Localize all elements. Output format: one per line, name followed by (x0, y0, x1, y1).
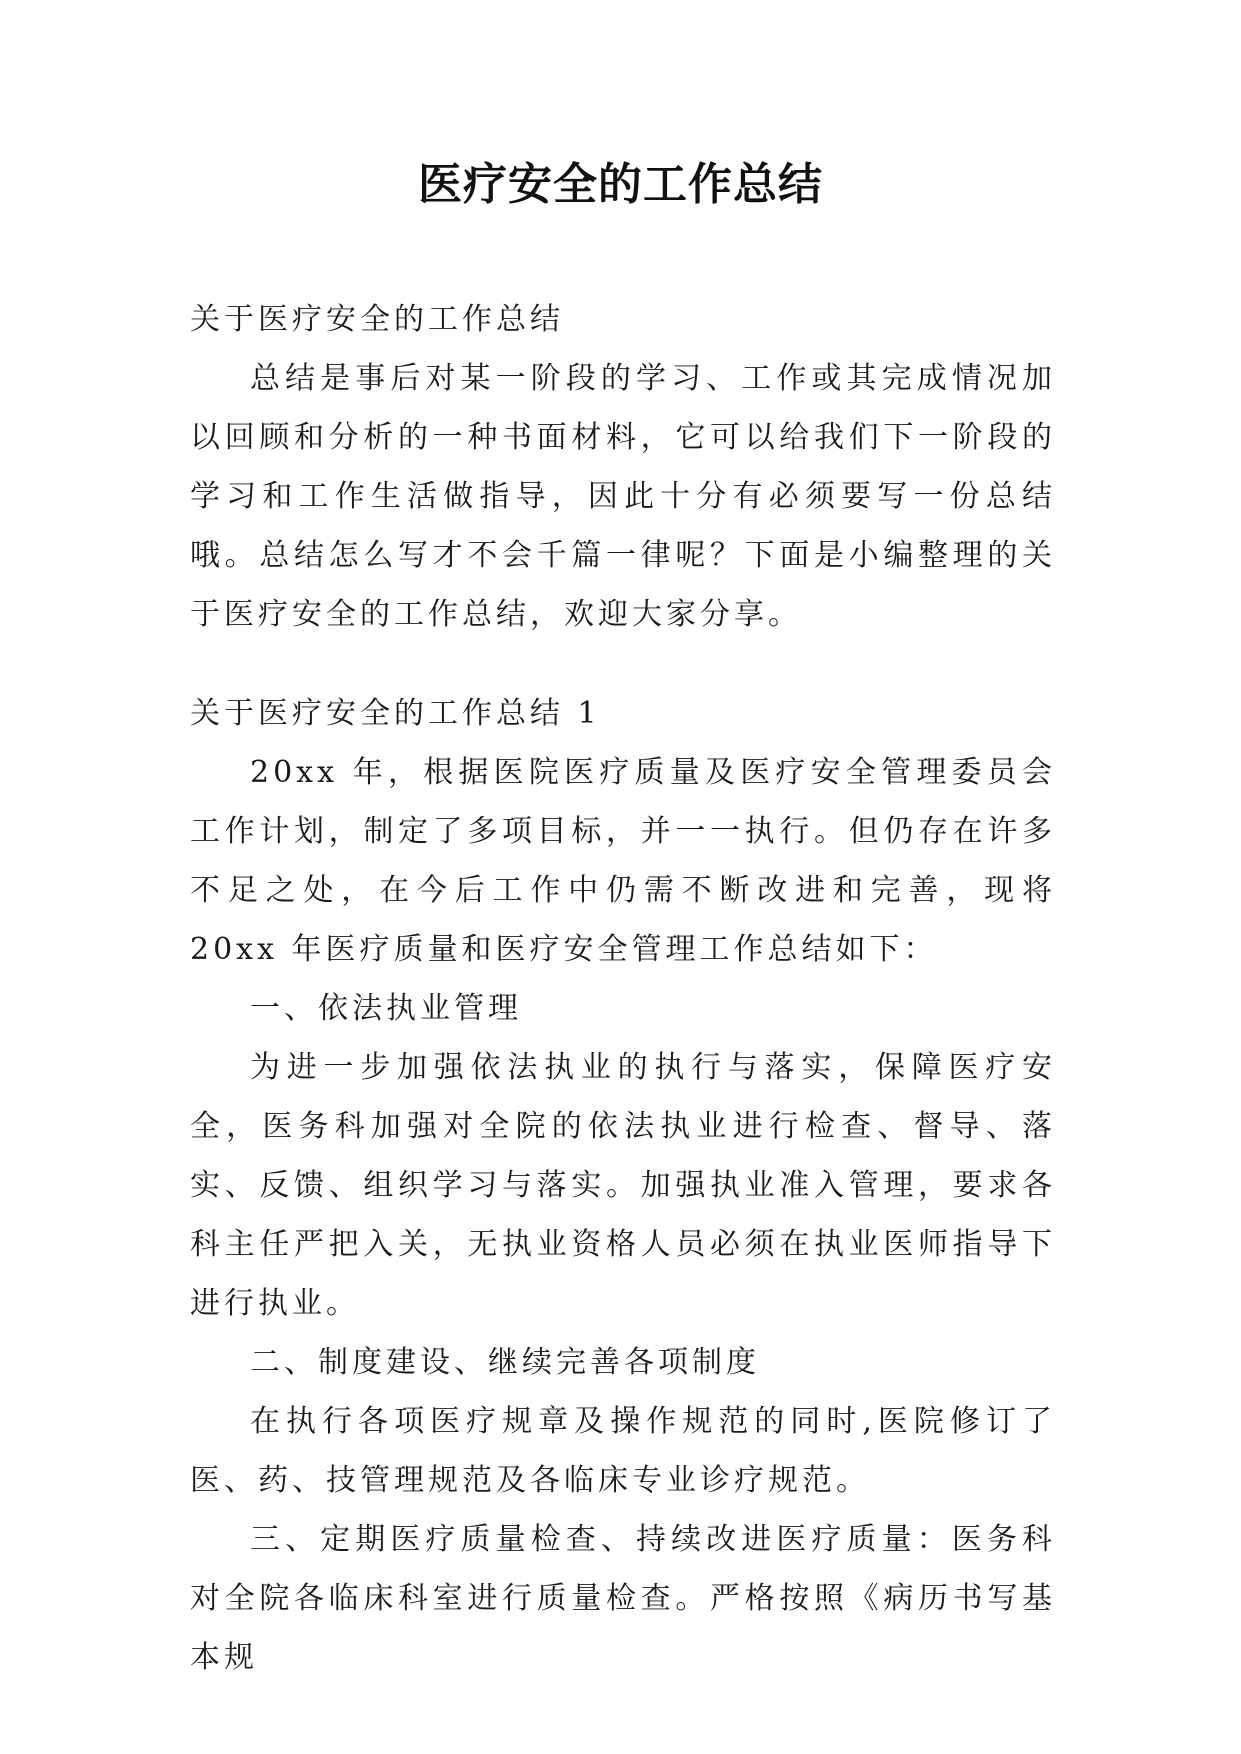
section-heading: 关于医疗安全的工作总结 1 (190, 696, 601, 731)
subsection-heading: 一、依法执业管理 (250, 991, 522, 1026)
subsection-heading: 二、制度建设、继续完善各项制度 (250, 1345, 760, 1380)
intro-paragraph: 总结是事后对某一阶段的学习、工作或其完成情况加以回顾和分析的一种书面材料，它可以给我们下一阶段的学习和工作生活做指导，因此十分有必须要写一份总结哦。总结怎么写才不会千篇一律呢？下面是小编整理的关于医疗安全的工作总结，欢迎大家分享。 (190, 361, 1056, 632)
body-paragraph: 三、定期医疗质量检查、持续改进医疗质量：医务科对全院各临床科室进行质量检查。严格按照《病历书写基本规 (190, 1522, 1056, 1675)
body-paragraph: 为进一步加强依法执业的执行与落实，保障医疗安全，医务科加强对全院的依法执业进行检查、督导、落实、反馈、组织学习与落实。加强执业准入管理，要求各科主任严把入关，无执业资格人员必须在执业医师指导下进行执业。 (190, 1050, 1056, 1321)
document-body (190, 290, 1056, 1687)
body-paragraph: 在执行各项医疗规章及操作规范的同时,医院修订了医、药、技管理规范及各临床专业诊疗规范。 (190, 1404, 1056, 1498)
intro-heading: 关于医疗安全的工作总结 (190, 302, 564, 337)
document-title: 医疗安全的工作总结 (418, 159, 823, 210)
section-gap (190, 644, 1056, 684)
body-paragraph: 20xx 年，根据医院医疗质量及医疗安全管理委员会工作计划，制定了多项目标，并一一执行。但仍存在许多不足之处，在今后工作中仍需不断改进和完善，现将 20xx 年医疗质量和医疗安全管理工作总结如下： (190, 755, 1056, 967)
